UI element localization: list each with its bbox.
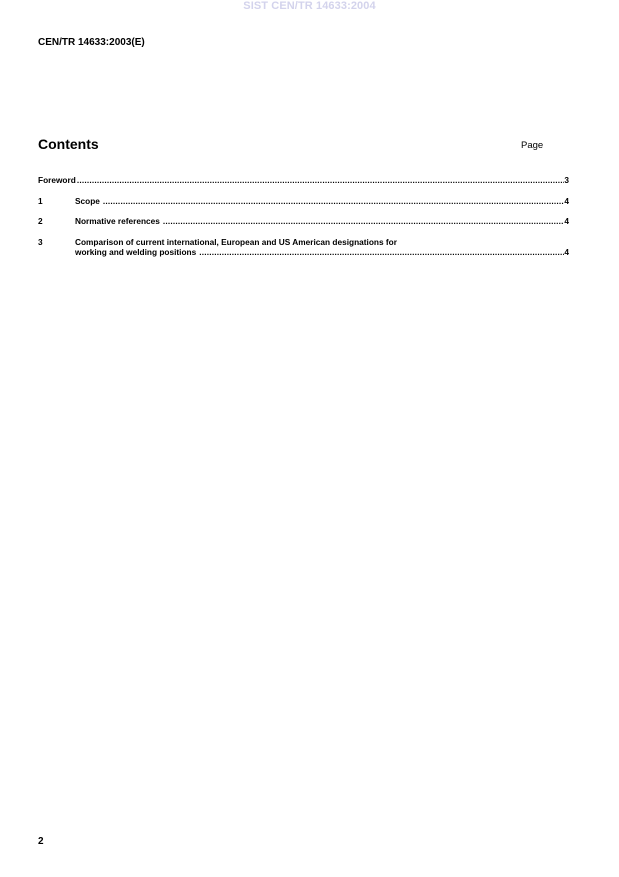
page-number: 2 [38,836,44,847]
toc-entry-title-line2[interactable]: working and welding positions [75,246,197,257]
toc-entry-number: 1 [38,195,43,206]
toc-entry-page: 4 [564,216,569,226]
dot-leader [199,247,564,257]
toc-entry-title[interactable]: Foreword [38,175,76,185]
toc-entry-page: 3 [564,175,569,185]
document-reference: CEN/TR 14633:2003(E) [38,37,145,48]
toc-entry-foreword[interactable] [38,175,569,185]
toc-entry-scope[interactable] [38,196,569,206]
table-of-contents [38,175,569,267]
watermark: SIST CEN/TR 14633:2004 [243,0,376,12]
toc-entry-normative-references[interactable] [38,216,569,226]
toc-entry-title[interactable]: Normative references [75,216,160,226]
toc-entry-page: 4 [564,195,569,206]
dot-leader [163,216,565,226]
toc-entry-title-line1[interactable]: Comparison of current international, European and US American designations for [75,236,397,247]
toc-entry-number: 2 [38,216,43,226]
toc-entry-page: 4 [564,246,569,257]
toc-entry-comparison[interactable] [38,237,569,257]
dot-leader [77,175,565,185]
toc-entry-title[interactable]: Scope [75,195,100,206]
toc-entry-number: 3 [38,236,43,247]
page-column-label: Page [521,140,544,151]
dot-leader [103,196,564,206]
contents-heading: Contents [38,136,99,152]
